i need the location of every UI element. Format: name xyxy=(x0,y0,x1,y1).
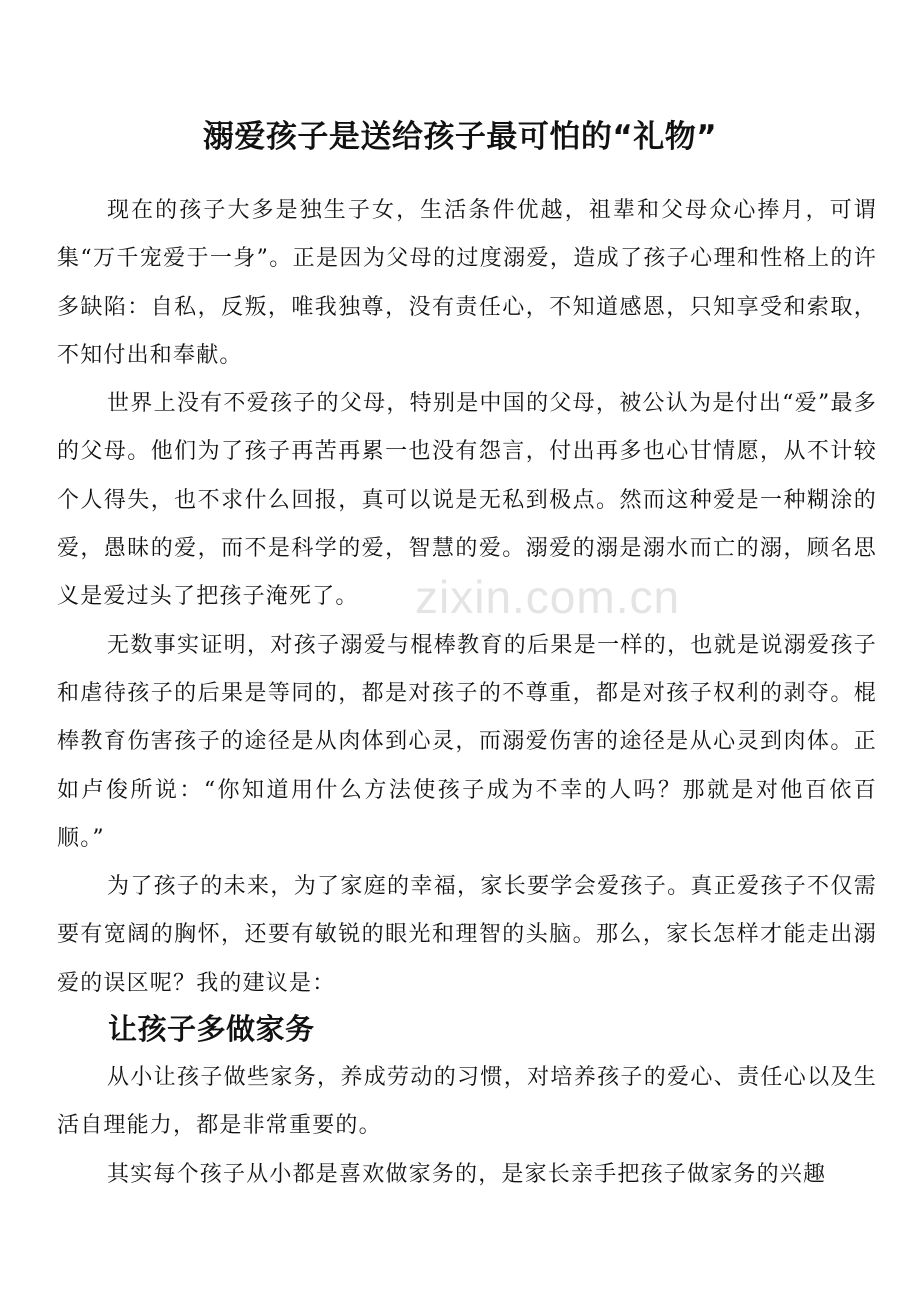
chores-section xyxy=(57,1054,877,1199)
watermark-text: zixin.com.cn xyxy=(415,571,681,623)
paragraph-1: 现在的孩子大多是独生子女，生活条件优越，祖辈和父母众心捧月，可谓集“万千宠爱于一身”。正是因为父母的过度溺爱，造成了孩子心理和性格上的许多缺陷：自私，反叛，唯我独尊，没有责任心，不知道感恩，只知享受和索取，不知付出和奉献。 xyxy=(57,198,877,368)
section-heading: 让孩子多做家务 xyxy=(108,1012,315,1046)
page-title: 溺爱孩子是送给孩子最可怕的“礼物” xyxy=(202,119,718,155)
paragraph-3: 无数事实证明，对孩子溺爱与棍棒教育的后果是一样的，也就是说溺爱孩子和虐待孩子的后果是等同的，都是对孩子的不尊重，都是对孩子权利的剥夺。棍棒教育伤害孩子的途径是从肉体到心灵，而溺爱伤害的途径是从心灵到肉体。正如卢俊所说：“你知道用什么方法使孩子成为不幸的人吗？那就是对他百依百顺。” xyxy=(57,632,877,851)
paragraph-4: 为了孩子的未来，为了家庭的幸福，家长要学会爱孩子。真正爱孩子不仅需要有宽阔的胸怀，还要有敏锐的眼光和理智的头脑。那么，家长怎样才能走出溺爱的误区呢？我的建议是： xyxy=(57,874,877,996)
paragraph-6: 其实每个孩子从小都是喜欢做家务的，是家长亲手把孩子做家务的兴趣 xyxy=(107,1161,827,1187)
intro-section xyxy=(57,187,877,1008)
paragraph-2: 世界上没有不爱孩子的父母，特别是中国的父母，被公认为是付出“爱”最多的父母。他们为了孩子再苦再累一也没有怨言，付出再多也心甘情愿，从不计较个人得失，也不求什么回报，真可以说是无私到极点。然而这种爱是一种糊涂的爱，愚昧的爱，而不是科学的爱，智慧的爱。溺爱的溺是溺水而亡的溺，顾名思义是爱过头了把孩子淹死了。 xyxy=(57,391,877,610)
paragraph-5: 从小让孩子做些家务，养成劳动的习惯，对培养孩子的爱心、责任心以及生活自理能力，都是非常重要的。 xyxy=(57,1065,877,1139)
